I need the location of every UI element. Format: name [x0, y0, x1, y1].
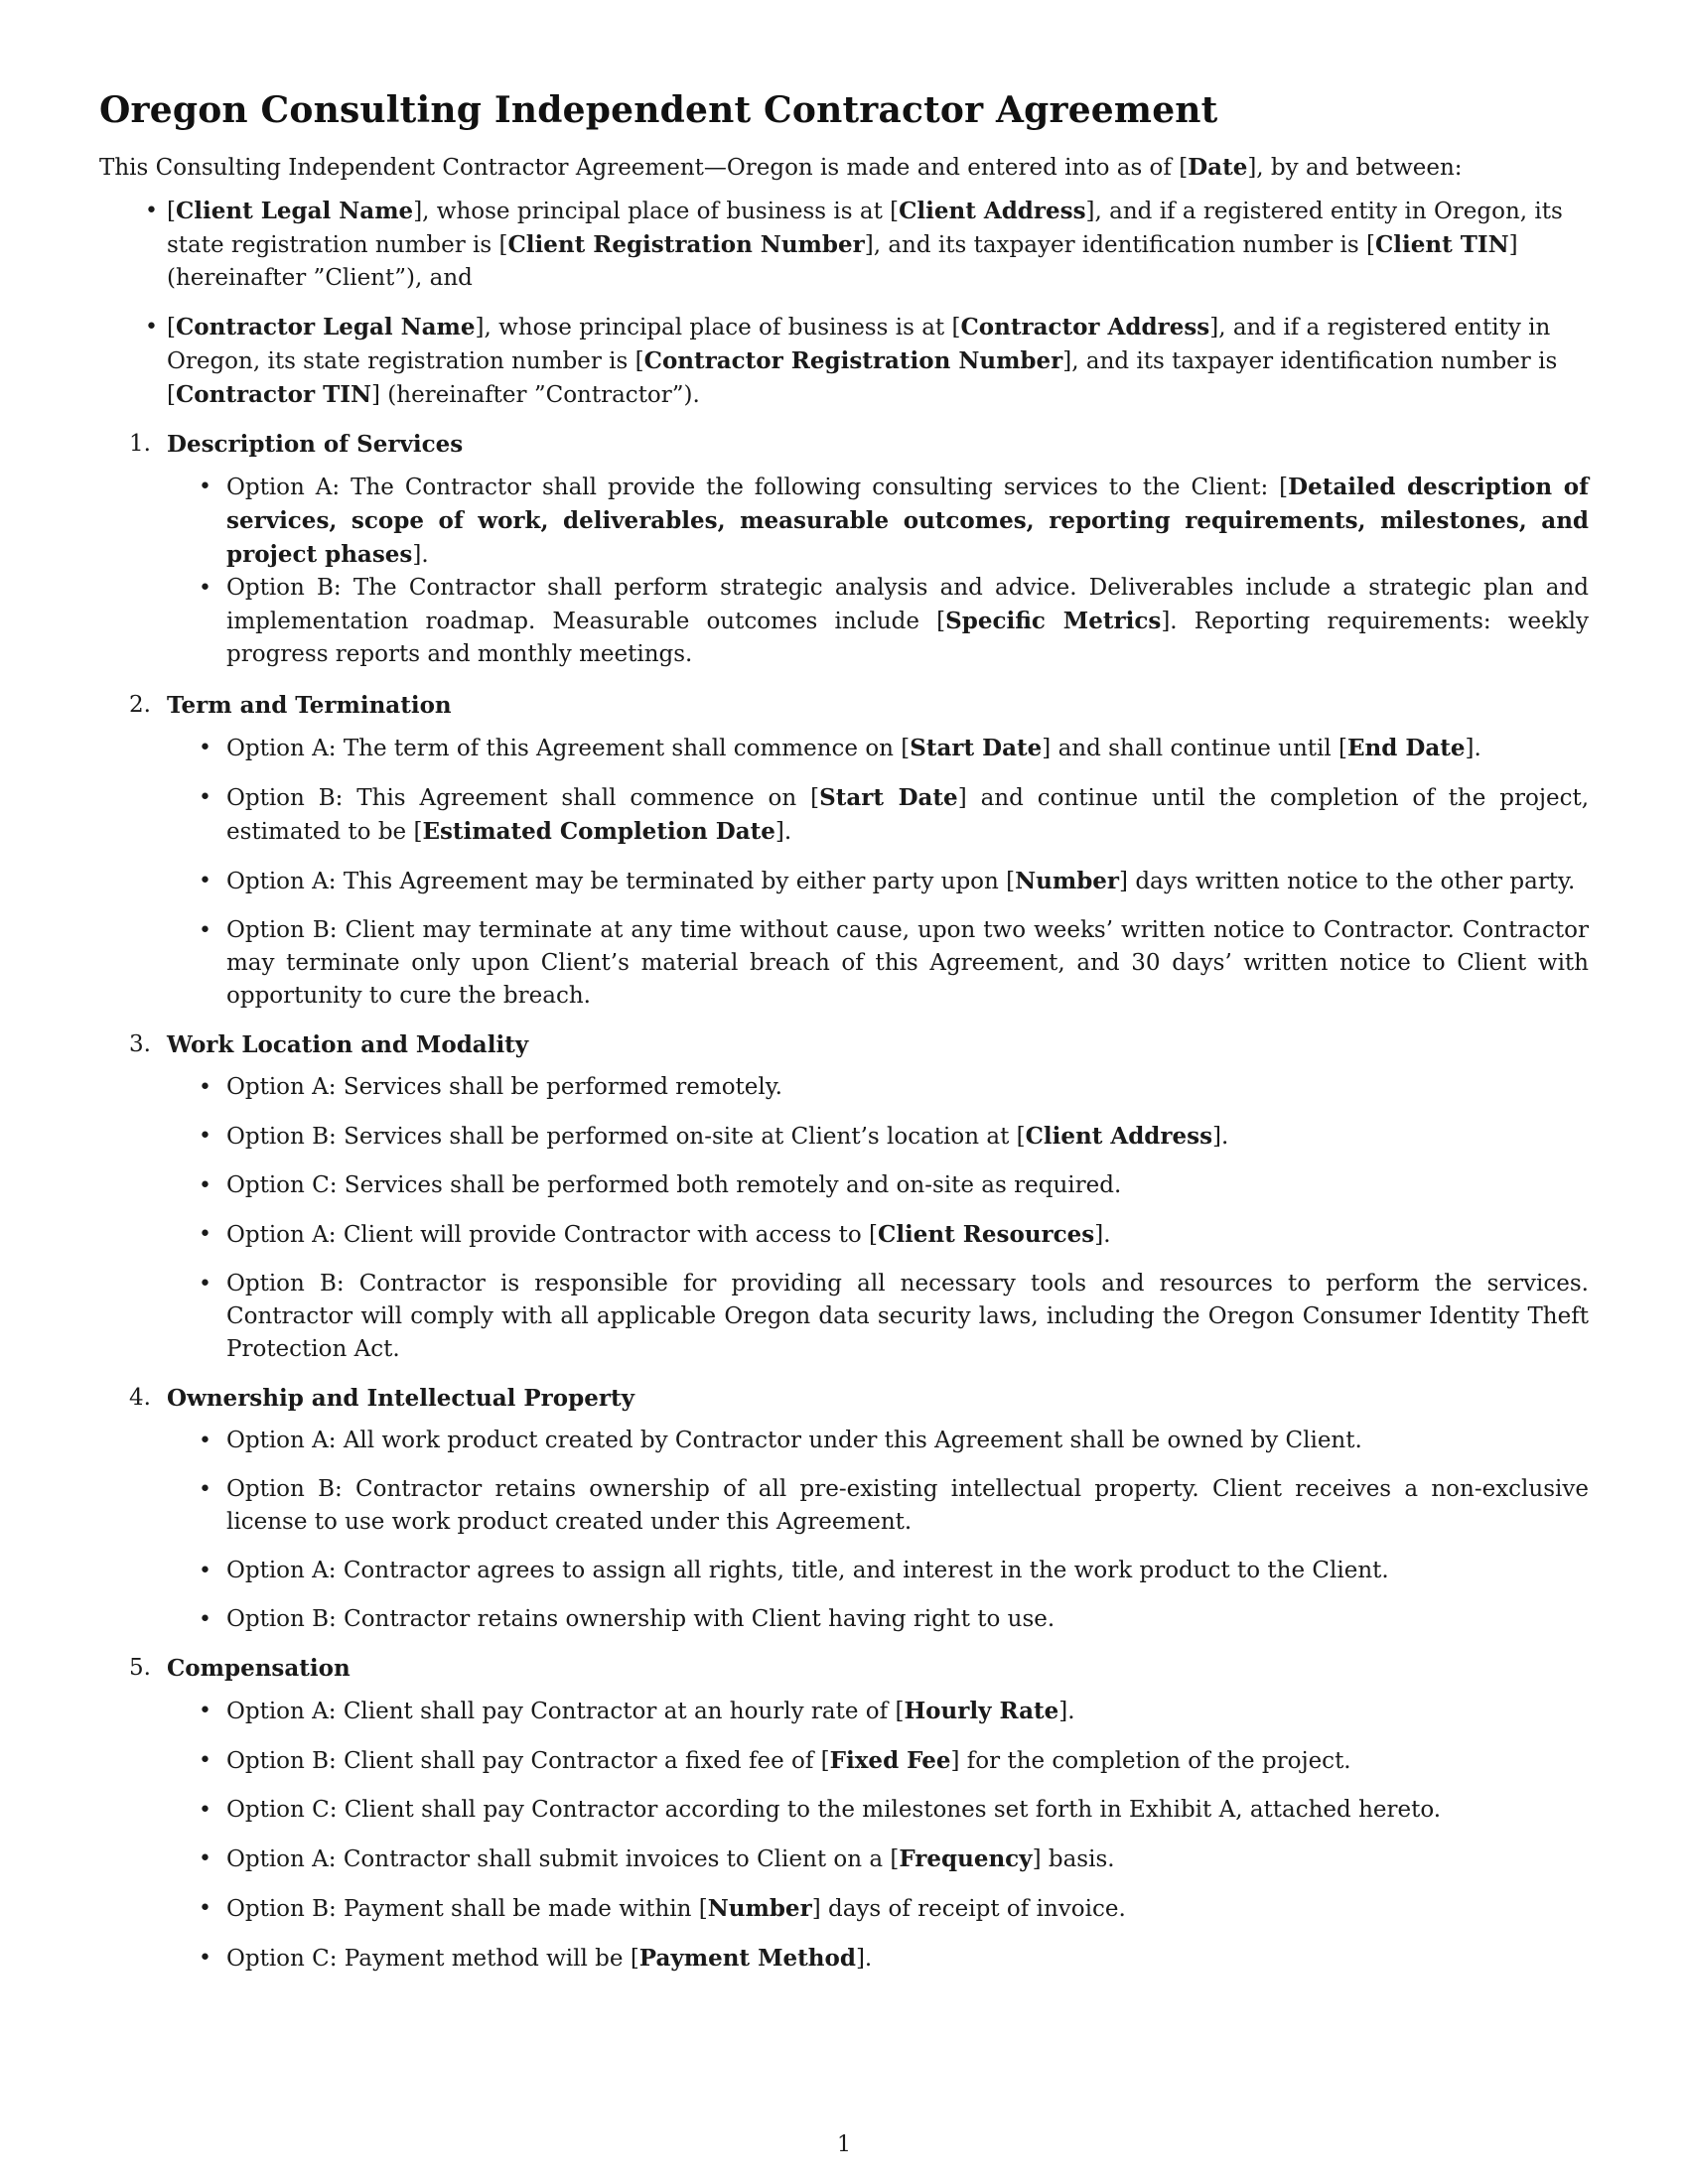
section-title: Ownership and Intellectual Property: [167, 1385, 634, 1412]
option-item: [167, 1218, 1589, 1252]
option-item: [167, 1794, 1589, 1827]
placeholder: Number: [707, 1895, 812, 1922]
text: ], whose principal place of business is at [: [475, 315, 961, 341]
text: Option B: Contractor is responsible for providing all necessary tools and resources to perform the services. Contractor will comply with all applicable Oregon data security laws, including the Oregon Consumer Identity Theft Protection Act.: [226, 1271, 1589, 1362]
placeholder: Contractor Address: [960, 314, 1210, 341]
text: Option B: The Contractor shall perform strategic analysis and advice. Deliverables include a strategic plan and implementation roadmap. Measurable outcomes include [: [226, 575, 1589, 634]
section-term-and-termination: [99, 689, 1589, 1013]
text: ] and continue until the completion of the project, estimated to be [: [226, 785, 1590, 845]
option-item: [167, 1268, 1589, 1366]
party-contractor: [99, 311, 1589, 412]
sections-list: [99, 428, 1589, 1976]
option-item: [167, 1425, 1589, 1457]
placeholder: Client Legal Name: [175, 198, 414, 224]
option-item: [167, 865, 1589, 898]
text: Option C: Client shall pay Contractor according to the milestones set forth in Exhibit A, attached hereto.: [226, 1797, 1442, 1823]
text: Option B: This Agreement shall commence on [: [226, 785, 820, 811]
option-item: [167, 1169, 1589, 1202]
text: ], and if a registered entity in Oregon, its state registration number is [: [167, 315, 1551, 374]
text: Option B: Contractor retains ownership with Client having right to use.: [226, 1606, 1055, 1632]
placeholder: Detailed description of services, scope of work, deliverables, measurable outcomes, reporting requirements, milestones, and project phases: [226, 474, 1589, 568]
text: Option A: All work product created by Contractor under this Agreement shall be owned by Client.: [226, 1428, 1362, 1453]
section-number: 4.: [129, 1385, 151, 1411]
option-item: [167, 1603, 1589, 1636]
placeholder: Payment Method: [638, 1945, 856, 1972]
text: Option A: Contractor shall submit invoices to Client on a [: [226, 1846, 900, 1872]
text: Option A: This Agreement may be terminated by either party upon [: [226, 869, 1016, 894]
text: ].: [1094, 1222, 1111, 1248]
text: ].: [855, 1946, 873, 1972]
text: ] and shall continue until [: [1042, 736, 1348, 761]
placeholder: Client TIN: [1375, 231, 1509, 258]
date-placeholder: Date: [1188, 154, 1248, 181]
option-item: [167, 1942, 1589, 1976]
parties-list: [99, 195, 1589, 412]
options-list: [167, 1425, 1589, 1636]
text: Option A: The term of this Agreement shall commence on [: [226, 736, 911, 761]
option-item: [167, 1120, 1589, 1154]
options-list: [167, 732, 1589, 1013]
option-item: [167, 1071, 1589, 1104]
section-title: Work Location and Modality: [167, 1031, 529, 1058]
text: ] (hereinafter ”Client”), and: [167, 232, 1518, 291]
options-list: [167, 1695, 1589, 1976]
text: Option A: Client shall pay Contractor at an hourly rate of [: [226, 1699, 905, 1724]
option-item: [167, 781, 1589, 849]
text: ]. Reporting requirements: weekly progress reports and monthly meetings.: [226, 609, 1589, 667]
option-item: [167, 572, 1589, 671]
text: Option B: Contractor retains ownership of all pre-existing intellectual property. Client receives a non-exclusive license to use work product created under this Agreement.: [226, 1476, 1589, 1535]
text: ] days of receipt of invoice.: [811, 1896, 1126, 1922]
placeholder: Fixed Fee: [829, 1747, 951, 1774]
placeholder: Start Date: [819, 784, 958, 811]
option-item: [167, 1555, 1589, 1587]
options-list: [167, 1071, 1589, 1366]
text: Option B: Services shall be performed on-site at Client’s location at [: [226, 1124, 1026, 1150]
intro-paragraph: [99, 151, 1589, 185]
text: ], and its taxpayer identification number is [: [167, 348, 1558, 408]
text: Option C: Services shall be performed both remotely and on-site as required.: [226, 1172, 1122, 1198]
option-item: [167, 1473, 1589, 1539]
placeholder: End Date: [1347, 735, 1466, 761]
placeholder: Client Resources: [878, 1221, 1095, 1248]
placeholder: Number: [1015, 868, 1120, 894]
section-compensation: [99, 1652, 1589, 1976]
text: ] for the completion of the project.: [950, 1748, 1351, 1774]
document-title: Oregon Consulting Independent Contractor Agreement: [99, 89, 1218, 131]
placeholder: Client Address: [1025, 1123, 1213, 1150]
section-ownership-ip: [99, 1382, 1589, 1636]
options-list: [167, 471, 1589, 671]
text: Option B: Client shall pay Contractor a fixed fee of [: [226, 1748, 830, 1774]
text: Option A: Services shall be performed remotely.: [226, 1074, 782, 1100]
option-item: [167, 732, 1589, 765]
text: Option C: Payment method will be [: [226, 1946, 639, 1972]
text: Option B: Payment shall be made within [: [226, 1896, 708, 1922]
option-item: [167, 1843, 1589, 1876]
text: Option B: Client may terminate at any time without cause, upon two weeks’ written notice to Contractor. Contractor may terminate only upon Client’s material breach of this Agreement, and 30 days’ written notice to Client with opportunity to cure the breach.: [226, 917, 1589, 1009]
text: ], and its taxpayer identification number is [: [864, 232, 1375, 258]
placeholder: Frequency: [899, 1845, 1033, 1872]
text: Option A: Client will provide Contractor with access to [: [226, 1222, 879, 1248]
option-item: [167, 1744, 1589, 1778]
placeholder: Client Registration Number: [507, 231, 865, 258]
text: ].: [412, 542, 429, 568]
text: Option A: Contractor agrees to assign all rights, title, and interest in the work product to the Client.: [226, 1558, 1389, 1583]
text: ].: [1465, 736, 1481, 761]
section-number: 1.: [129, 431, 151, 457]
text: ], and if a registered entity in Oregon, its state registration number is [: [167, 199, 1563, 258]
text: Option A: The Contractor shall provide the following consulting services to the Client: [: [226, 475, 1289, 500]
section-number: 3.: [129, 1031, 151, 1057]
text: ].: [1058, 1699, 1075, 1724]
text: ], whose principal place of business is at [: [413, 199, 900, 224]
text: ].: [774, 819, 792, 845]
placeholder: Client Address: [899, 198, 1086, 224]
placeholder: Contractor TIN: [175, 381, 371, 408]
intro-text-end: ], by and between:: [1247, 155, 1463, 181]
section-number: 5.: [129, 1655, 151, 1681]
placeholder: Contractor Registration Number: [643, 347, 1063, 374]
text: ].: [1212, 1124, 1229, 1150]
text: ] basis.: [1032, 1846, 1115, 1872]
section-title: Compensation: [167, 1655, 351, 1682]
section-title: Description of Services: [167, 431, 464, 458]
text: ] (hereinafter ”Contractor”).: [371, 382, 700, 408]
section-number: 2.: [129, 692, 151, 718]
section-work-location: [99, 1028, 1589, 1366]
option-item: [167, 914, 1589, 1013]
placeholder: Start Date: [910, 735, 1043, 761]
placeholder: Contractor Legal Name: [175, 314, 476, 341]
option-item: [167, 1892, 1589, 1926]
placeholder: Hourly Rate: [904, 1698, 1059, 1724]
option-item: [167, 471, 1589, 572]
placeholder: Estimated Completion Date: [422, 818, 775, 845]
party-client: [99, 195, 1589, 295]
text: [: [167, 199, 176, 224]
document-page: [99, 89, 1589, 1991]
page-number: 1: [837, 2132, 851, 2157]
section-description-of-services: [99, 428, 1589, 671]
placeholder: Specific Metrics: [945, 608, 1162, 634]
section-title: Term and Termination: [167, 692, 452, 719]
text: ] days written notice to the other party.: [1119, 869, 1576, 894]
intro-text: This Consulting Independent Contractor Agreement—Oregon is made and entered into as of [: [99, 155, 1189, 181]
text: [: [167, 315, 176, 341]
option-item: [167, 1695, 1589, 1728]
